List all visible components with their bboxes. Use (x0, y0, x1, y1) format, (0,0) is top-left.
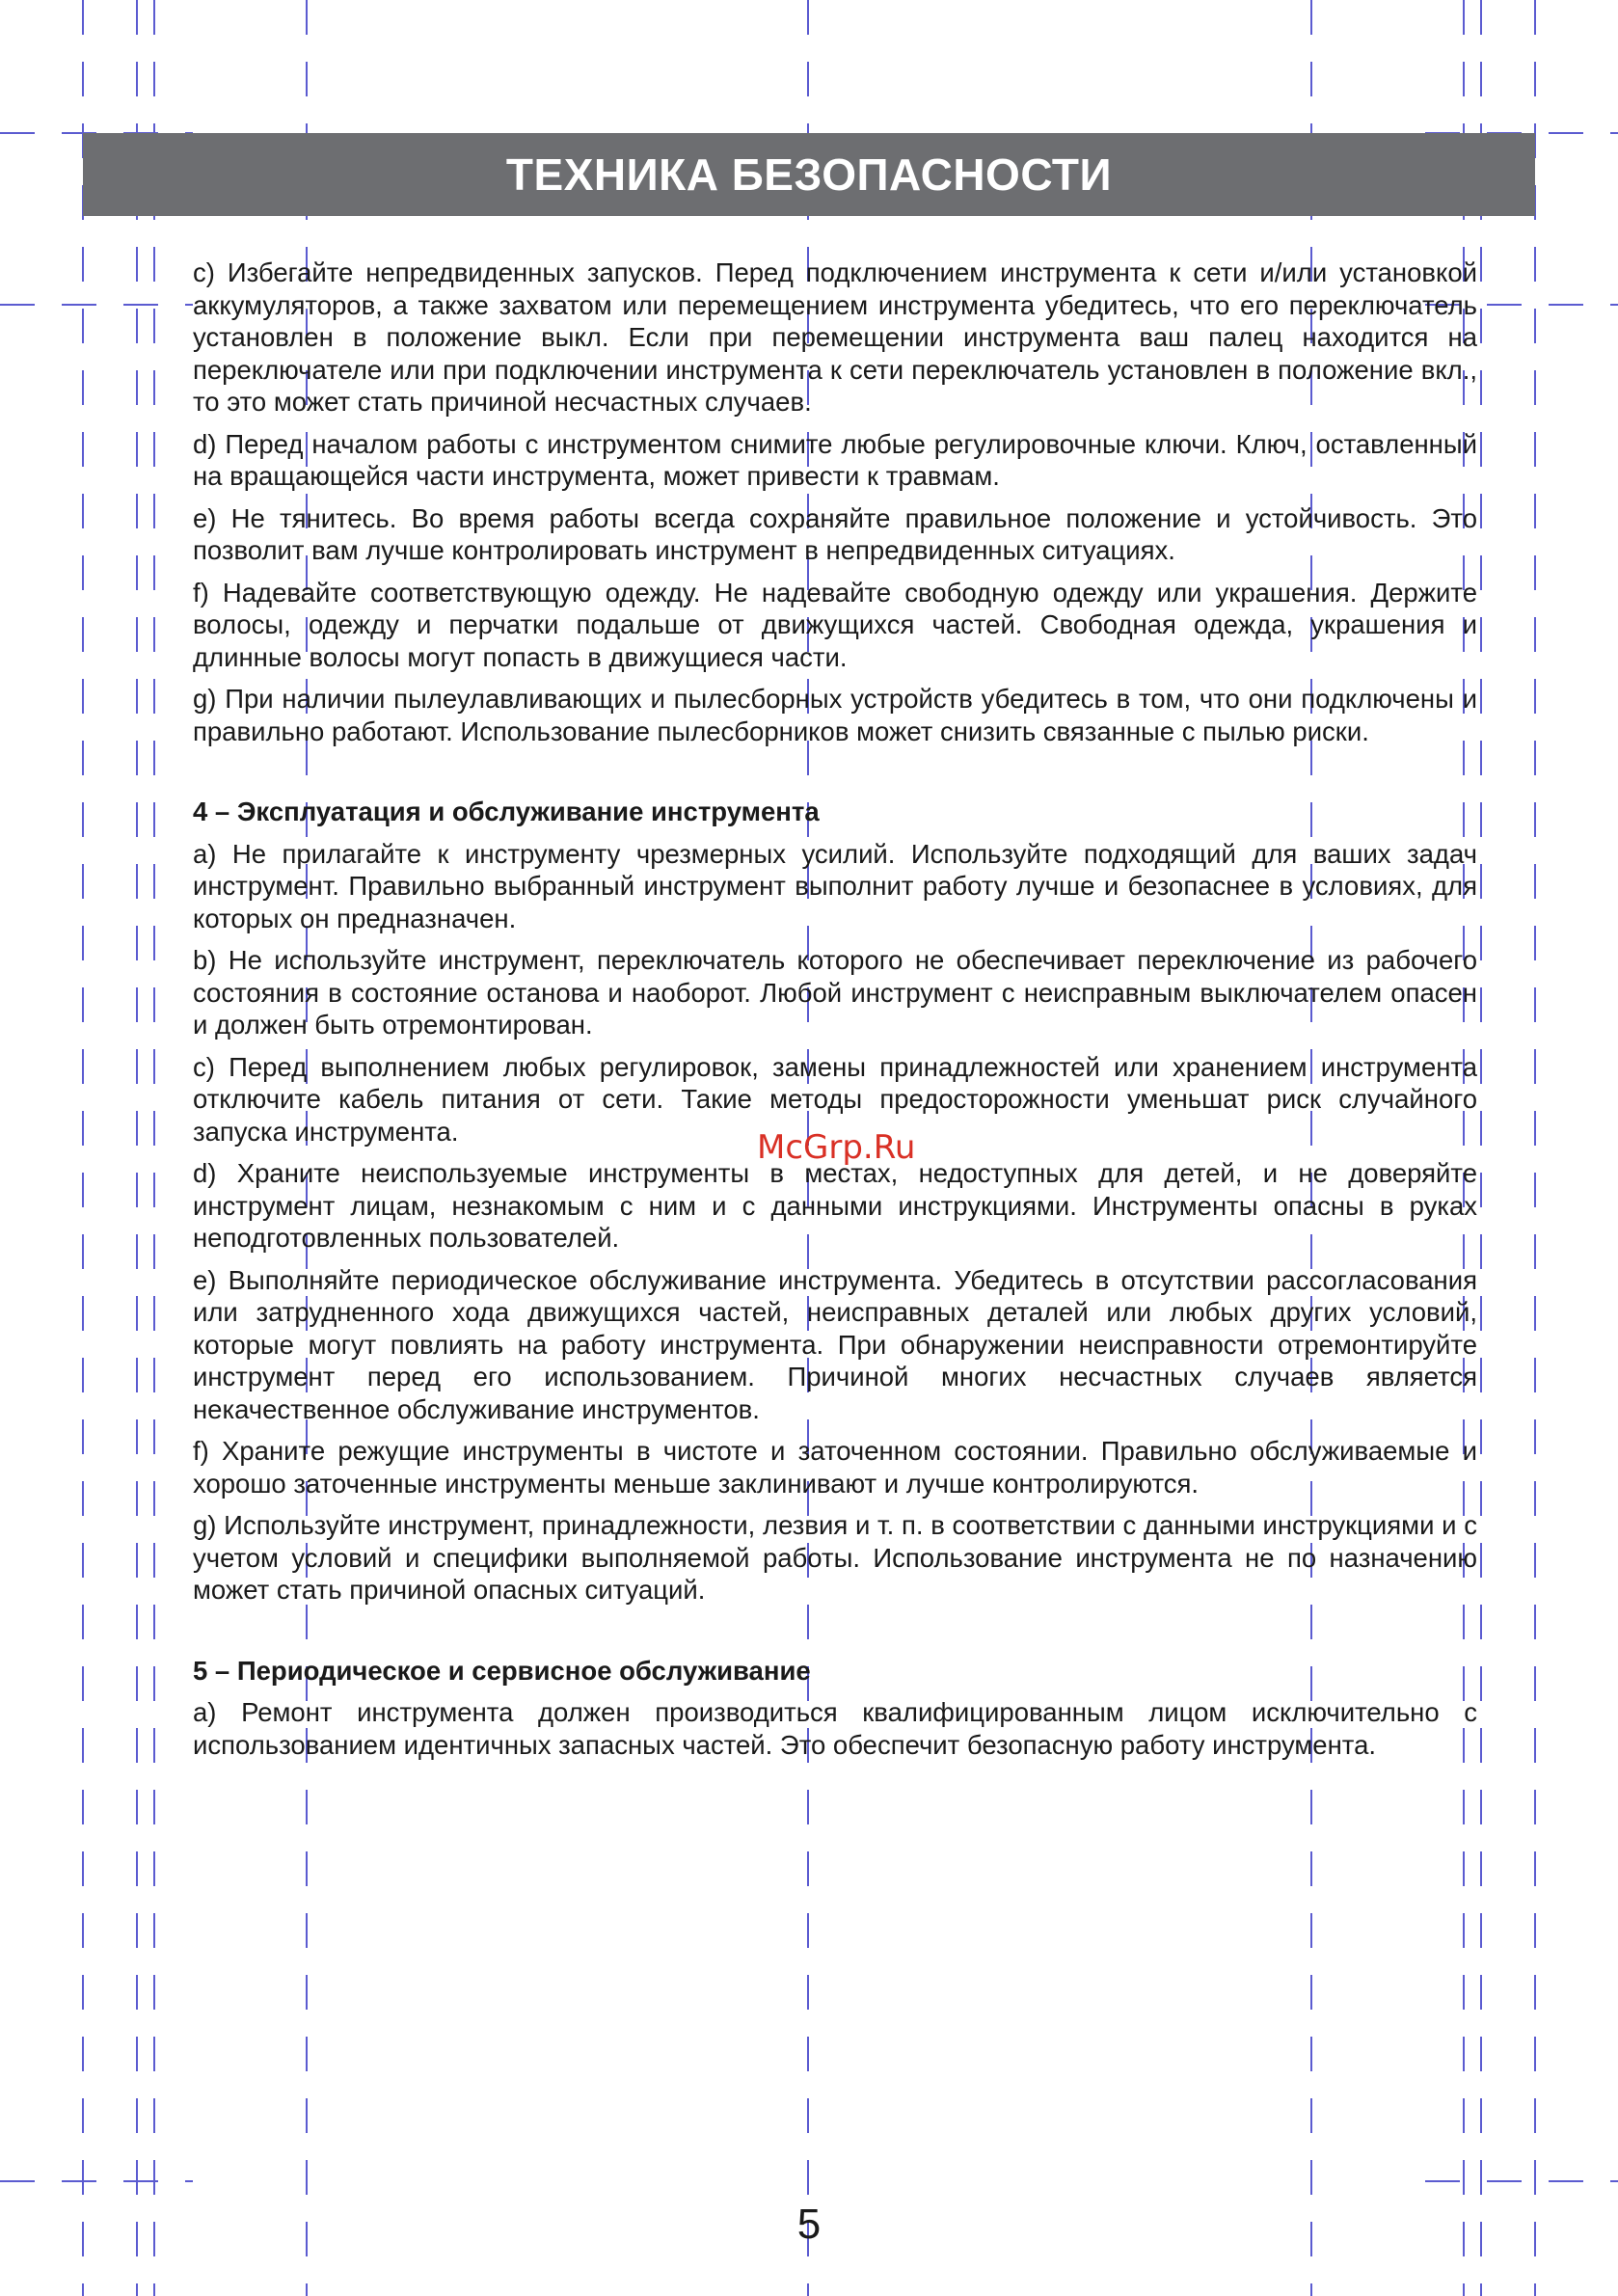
section-5-title: 5 – Периодическое и сервисное обслуживание (193, 1655, 811, 1686)
paragraph-4c: c) Перед выполнением любых регулировок, замены принадлежностей или хранением инструмента отключите кабель питания от сети. Такие методы предосторожности уменьшат риск случайного запуска инструмента. (193, 1051, 1477, 1147)
header-bar (83, 133, 1535, 216)
paragraph-3e: e) Не тянитесь. Во время работы всегда сохраняйте правильное положение и устойчивость. Это позволит вам лучше контролировать инструмент в непредвиденных ситуациях. (193, 502, 1477, 565)
paragraph-5a: a) Ремонт инструмента должен производиться квалифицированным лицом исключительно с использованием идентичных запасных частей. Это обеспечит безопасную работу инструмента. (193, 1697, 1477, 1760)
paragraph-4g: g) Используйте инструмент, принадлежности, лезвия и т. п. в соответствии с данными инструкциями и с учетом условий и специфики выполняемой работы. Использование инструмента не по назначению может стать причиной опасных ситуаций. (193, 1510, 1477, 1605)
paragraph-4b: b) Не используйте инструмент, переключатель которого не обеспечивает переключение из рабочего состояния в состояние останова и наоборот. Любой инструмент с неисправным выключателем опасен и должен быть отремонтирован. (193, 945, 1477, 1040)
paragraph-4d: d) Храните неиспользуемые инструменты в местах, недоступных для детей, и не доверяйте инструмент лицам, незнакомым с ним и с данными инструкциями. Инструменты опасны в руках неподготовленных пользователей. (193, 1158, 1477, 1253)
paragraph-3g: g) При наличии пылеулавливающих и пылесборных устройств убедитесь в том, что они подключены и правильно работают. Использование пылесборников может снизить связанные с пылью риски. (193, 684, 1477, 746)
paragraph-4a: a) Не прилагайте к инструменту чрезмерных усилий. Используйте подходящий для ваших задач инструмент. Правильно выбранный инструмент выполнит работу лучше и безопаснее в условиях, для которых он предназначен. (193, 838, 1477, 933)
page-number: 5 (796, 2201, 822, 2248)
main-content (193, 257, 1477, 1770)
watermark: McGrp.Ru (757, 1128, 916, 1167)
paragraph-4f: f) Храните режущие инструменты в чистоте и заточенном состоянии. Правильно обслуживаемые и хорошо заточенные инструменты меньше заклинивают и лучше контролируются. (193, 1436, 1477, 1499)
page-title: ТЕХНИКА БЕЗОПАСНОСТИ (505, 149, 1113, 200)
paragraph-3d: d) Перед началом работы с инструментом снимите любые регулировочные ключи. Ключ, оставленный на вращающейся части инструмента, может привести к травмам. (193, 428, 1477, 491)
paragraph-4e: e) Выполняйте периодическое обслуживание инструмента. Убедитесь в отсутствии рассогласования или затрудненного хода движущихся частей, неисправных деталей или любых других условий, которые могут повлиять на работу инструмента. При обнаружении неисправности отремонтируйте инструмент перед его использованием. Причиной многих несчастных случаев является некачественное обслуживание инструментов. (193, 1264, 1477, 1424)
paragraph-3c: c) Избегайте непредвиденных запусков. Перед подключением инструмента к сети и/или установкой аккумуляторов, а также захватом или перемещением инструмента убедитесь, что его переключатель установлен в положение выкл. Если при перемещении инструмента ваш палец находится на переключателе или при подключении инструмента к сети переключатель установлен в положение вкл., то это может стать причиной несчастных случаев. (193, 257, 1477, 417)
paragraph-3f: f) Надевайте соответствующую одежду. Не надевайте свободную одежду или украшения. Держите волосы, одежду и перчатки подальше от движущихся частей. Свободная одежда, украшения и длинные волосы могут попасть в движущиеся части. (193, 577, 1477, 672)
section-4-title: 4 – Эксплуатация и обслуживание инструмента (193, 797, 820, 826)
